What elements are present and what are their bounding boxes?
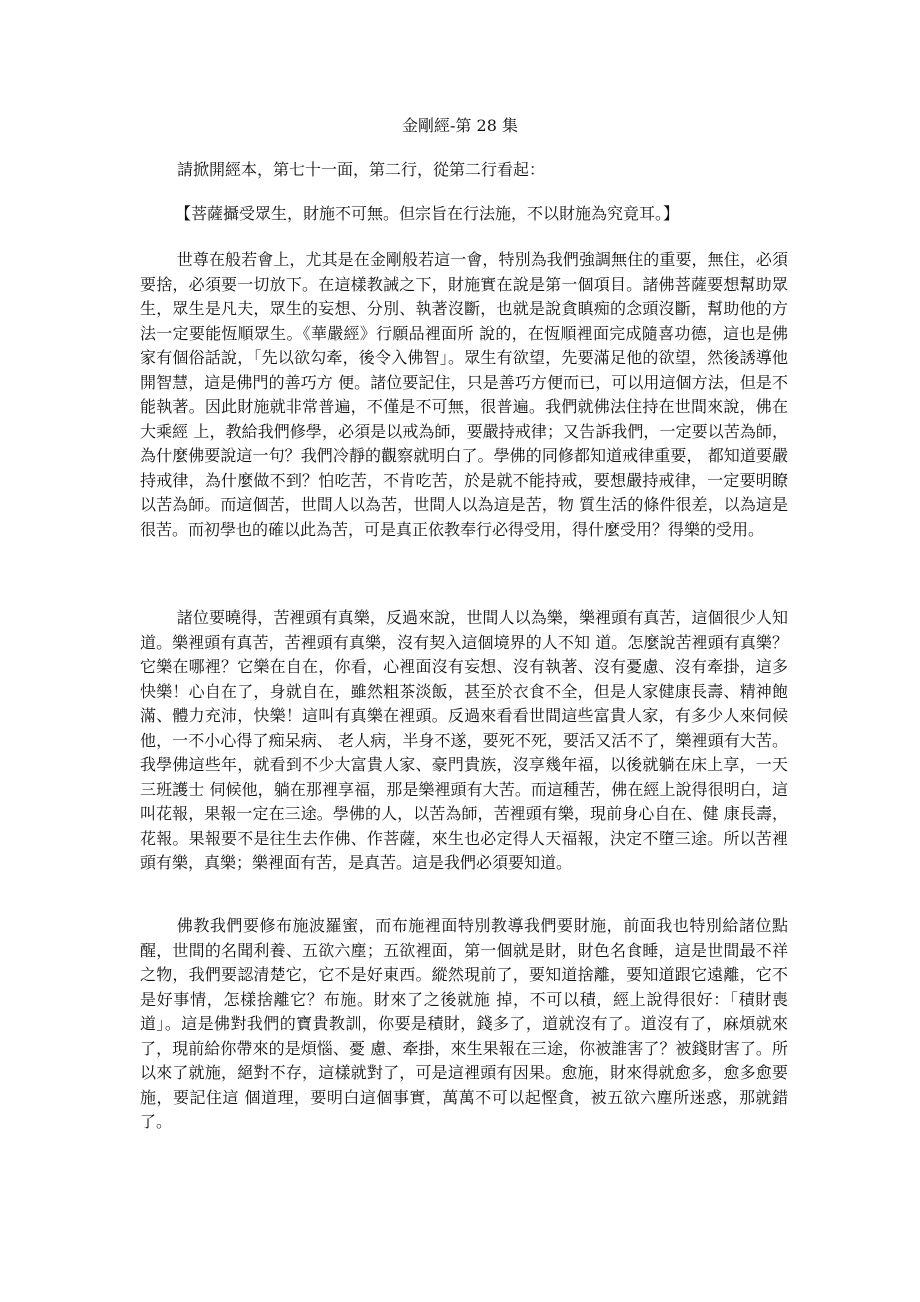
- page-title: 金剛經-第 28 集: [402, 116, 518, 135]
- sutra-quote: 【菩薩攝受眾生，財施不可無。但宗旨在行法施，不以財施為究竟耳。】: [175, 204, 680, 223]
- paragraph: 佛教我們要修布施波羅蜜，而布施裡面特別教導我們要財施，前面我也特別給諸位點醒，世間的名聞利養、五欲六塵；五欲裡面，第一個就是財，財色名食睡，這是世間最不祥之物，我們要認清楚它，它不是好東西。縱然現前了，要知道捨離，要知道跟它遠離，它不是好事情，怎樣捨離它？布施。財來了之後就施 掉，不可以積，經上說得很好：「積財喪道」。這是佛對我們的寶貴教訓，你要是積財，錢多了，道就沒有了。道沒有了，麻煩就來了，現前給你帶來的是煩惱、憂 慮、牽掛，來生果報在三途，你被誰害了？被錢財害了。所以來了就施，絕對不存，這樣就對了，可是這裡頭有因果。愈施，財來得就愈多，愈多愈要施，要記住這 個道理，要明白這個事實，萬萬不可以起慳貪，被五欲六塵所迷惑，那就錯了。: [140, 916, 788, 1131]
- paragraph: 諸位要曉得，苦裡頭有真樂，反過來說，世間人以為樂，樂裡頭有真苦，這個很少人知道。樂裡頭有真苦，苦裡頭有真樂，沒有契入這個境界的人不知 道。怎麼說苦裡頭有真樂？它樂在哪裡？它樂在自在，你看，心裡面沒有妄想、沒有執著、沒有憂慮、沒有牽掛，這多快樂！心自在了，身就自在，雖然粗茶淡飯，甚至於衣食不全，但是人家健康長壽、精神飽滿、體力充沛，快樂！這叫有真樂在裡頭。反過來看看世間這些富貴人家，有多少人來伺候他，一不小心得了痴呆病、 老人病，半身不遂，要死不死，要活又活不了，樂裡頭有大苦。我學佛這些年，就看到不少大富貴人家、豪門貴族，沒享幾年福，以後就躺在床上享，一天三班護士 伺候他，躺在那裡享福，那是樂裡頭有大苦。而這種苦，佛在經上說得很明白，這叫花報，果報一定在三途。學佛的人，以苦為師，苦裡頭有樂，現前身心自在、健 康長壽，花報。果報要不是往生去作佛、作菩薩，來生也必定得人天福報，決定不墮三途。所以苦裡頭有樂，真樂；樂裡面有苦，是真苦。這是我們必須要知道。: [140, 608, 788, 872]
- paragraph: 世尊在般若會上，尤其是在金剛般若這一會，特別為我們強調無住的重要，無住，必須要捨，必須要一切放下。在這樣教誡之下，財施實在說是第一個項目。諸佛菩薩要想幫助眾生，眾生是凡夫，眾生的妄想、分別、執著沒斷，也就是說貪瞋痴的念頭沒斷，幫助他的方法一定要能恆順眾生。《華嚴經》行願品裡面所 說的，在恆順裡面完成隨喜功德，這也是佛家有個俗話說，「先以欲勾牽，後令入佛智」。眾生有欲望，先要滿足他的欲望，然後誘導他開智慧，這是佛門的善巧方 便。諸位要記住，只是善巧方便而已，可以用這個方法，但是不能執著。因此財施就非常普遍，不僅是不可無，很普遍。我們就佛法住持在世間來說，佛在大乘經 上，教給我們修學，必須是以戒為師，要嚴持戒律；又告訴我們，一定要以苦為師，為什麼佛要說這一句？我們冷靜的觀察就明白了。學佛的同修都知道戒律重要， 都知道要嚴持戒律，為什麼做不到？怕吃苦，不肯吃苦，於是就不能持戒，要想嚴持戒律，一定要明瞭以苦為師。而這個苦，世間人以為苦，世間人以為這是苦，物 質生活的條件很差，以為這是很苦。而初學也的確以此為苦，可是真正依教奉行必得受用，得什麼受用？得樂的受用。: [140, 250, 788, 539]
- paragraph-1-block: [140, 248, 788, 542]
- paragraph-2-block: [140, 606, 788, 876]
- intro-line: 請掀開經本，第七十一面，第二行，從第二行看起：: [177, 160, 546, 179]
- paragraph-3-block: [140, 914, 788, 1135]
